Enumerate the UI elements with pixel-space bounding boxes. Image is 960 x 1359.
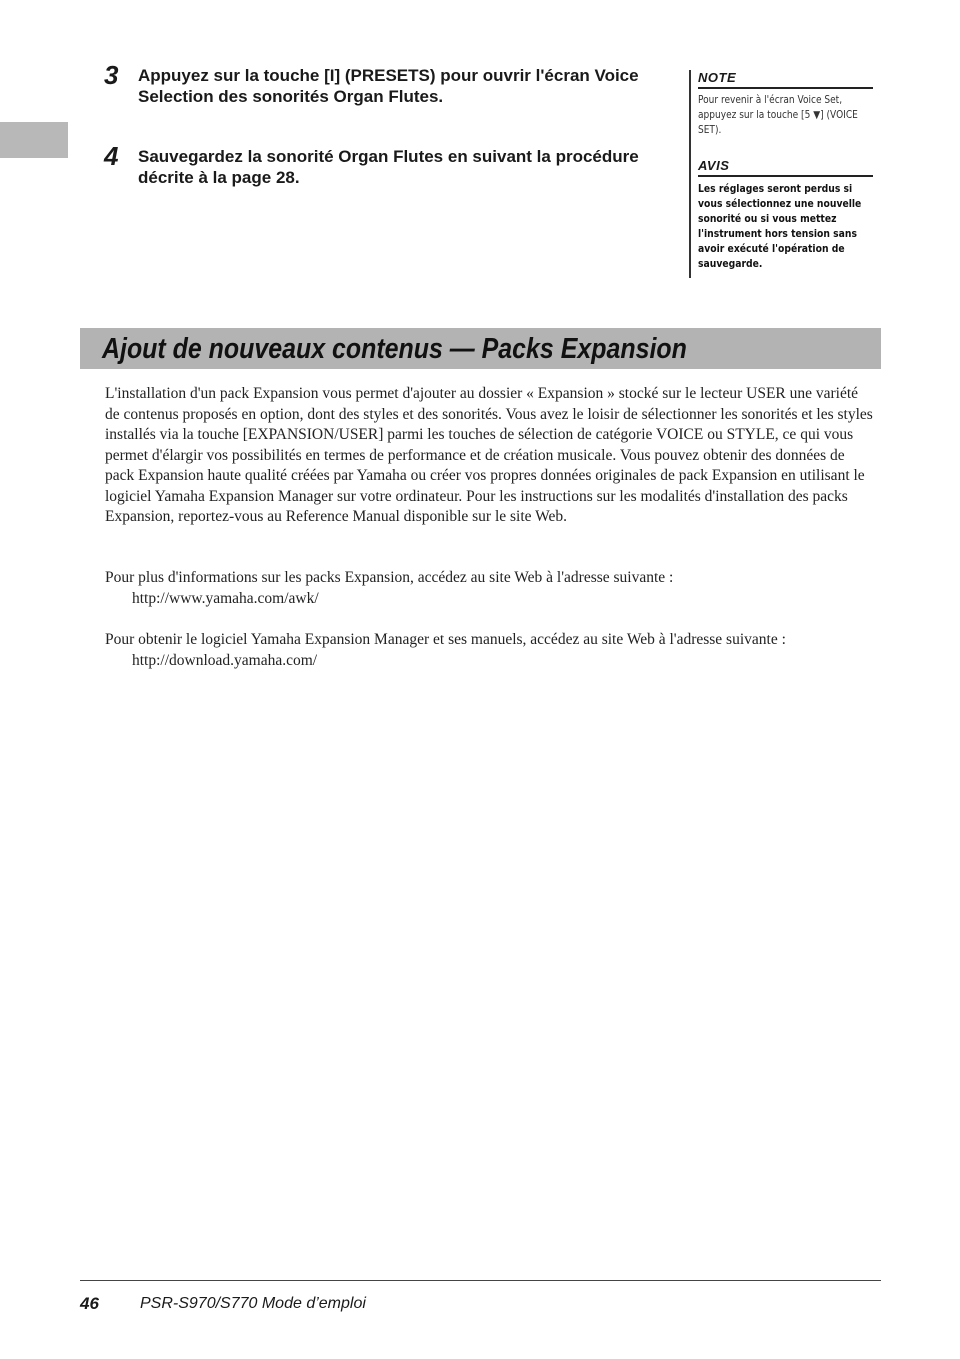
- page-number: 46: [80, 1294, 99, 1313]
- info-text: Pour plus d'informations sur les packs Expansion, accédez au site Web à l'adresse suivante :: [105, 569, 674, 586]
- info-paragraph: [105, 568, 875, 609]
- chapter-tab: [0, 122, 68, 158]
- step-3: [104, 62, 664, 112]
- step-text: Sauvegardez la sonorité Organ Flutes en suivant la procédure décrite à la page 28.: [138, 147, 639, 187]
- intro-paragraph: L'installation d'un pack Expansion vous permet d'ajouter au dossier « Expansion » stocké sur le lecteur USER une variété de contenus proposés en option, dont des styles et des sonorités. Vous avez le loisir de sélectionner les sonorités et les styles installés via la touche [EXPANSION/USER] parmi les touches de sélection de catégorie VOICE ou STYLE, ce qui vous permet d'élargir vos possibilités en termes de performance et de création musicale. Vous pouvez obtenir des données de pack Expansion haute qualité créées par Yamaha ou créer vos propres données originales de pack Expansion en utilisant le logiciel Yamaha Expansion Manager sur votre ordinateur. Pour les instructions sur les modalités d'installation des packs Expansion, reportez-vous au Reference Manual disponible sur le site Web.: [105, 385, 873, 525]
- footer-divider: [80, 1280, 881, 1281]
- step-number: 3: [104, 60, 119, 90]
- warning-body: Les réglages seront perdus si vous sélectionnez une nouvelle sonorité ou si vous mettez l'instrument hors tension sans avoir exécuté l'opération de sauvegarde.: [698, 182, 862, 270]
- manual-title: PSR-S970/S770 Mode d’emploi: [140, 1295, 366, 1312]
- download-url-link[interactable]: http://download.yamaha.com/: [132, 651, 318, 669]
- step-4: [104, 143, 664, 193]
- section-title: Ajout de nouveaux contenus — Packs Expansion: [102, 333, 687, 365]
- step-number: 4: [104, 141, 119, 171]
- note-heading: NOTE: [698, 70, 873, 89]
- warning-box: [698, 158, 873, 271]
- section-header: [80, 328, 881, 369]
- download-paragraph: [105, 630, 875, 671]
- download-text: Pour obtenir le logiciel Yamaha Expansion Manager et ses manuels, accédez au site Web à l'adresse suivante :: [105, 631, 786, 648]
- step-text: Appuyez sur la touche [I] (PRESETS) pour ouvrir l'écran Voice Selection des sonorités Organ Flutes.: [138, 66, 639, 106]
- sidebar-divider: [689, 70, 691, 278]
- note-box: [698, 70, 873, 138]
- warning-heading: AVIS: [698, 158, 873, 177]
- expansion-url-link[interactable]: http://www.yamaha.com/awk/: [132, 589, 319, 607]
- note-body: Pour revenir à l'écran Voice Set, appuyez sur la touche [5 ▼] (VOICE SET).: [698, 94, 858, 136]
